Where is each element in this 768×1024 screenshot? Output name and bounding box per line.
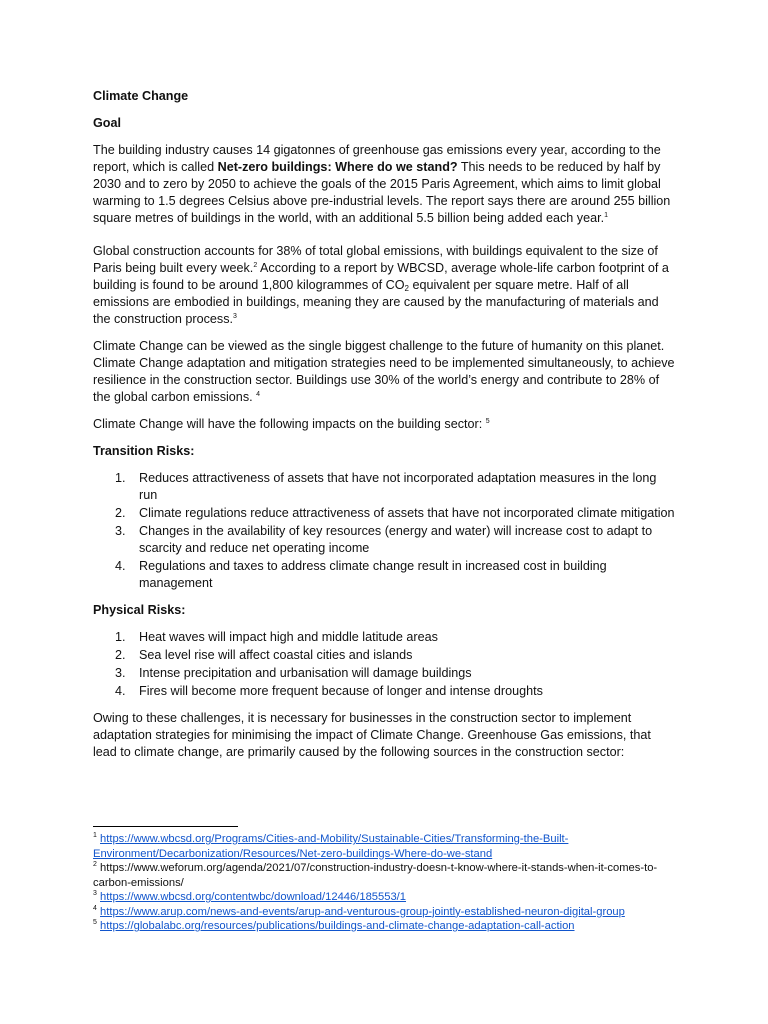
physical-risks-list [93, 629, 678, 700]
footnote-4 [93, 905, 683, 920]
list-item [93, 629, 678, 646]
footnote-ref-2[interactable]: 2 [253, 262, 258, 269]
list-number: 3. [115, 524, 126, 538]
list-number: 3. [115, 666, 126, 680]
list-number: 2. [115, 648, 126, 662]
footnote-5 [93, 919, 683, 934]
list-item-text: Changes in the availability of key resources (energy and water) will increase cost to adapt to scarcity and reduce net operating income [139, 524, 653, 555]
list-item-text: Sea level rise will affect coastal cities and islands [139, 648, 413, 662]
paragraph-5: Owing to these challenges, it is necessary for businesses in the construction sector to implement adaptation strategies for minimising the impact of Climate Change. Greenhouse Gas emissions, that lead to climate change, are primarily caused by the following sources in the construction sector: [93, 711, 651, 759]
paragraph-3-text: Climate Change can be viewed as the single biggest challenge to the future of humanity on this planet. Climate Change adaptation and mitigation strategies need to be implemented simultaneously, to achieve resilience in the construction sector. Buildings use 30% of the world’s energy and contribute to 28% of the global carbon emissions. [93, 339, 675, 404]
goal-heading: Goal [93, 116, 121, 130]
footnote-link-5[interactable]: https://globalabc.org/resources/publications/buildings-and-climate-change-adaptation-call-action [100, 920, 575, 932]
footnote-3 [93, 890, 683, 905]
paragraph-1-text-continued: This needs to be reduced by half by 2030 and to zero by 2050 to achieve the goals of the 2015 Paris Agreement, which aims to limit global warming to 1.5 degrees Celsius above pre-industrial levels. The report says there are around 255 billion square metres of buildings in the world, with an additional 5.5 billion being added each year. [93, 160, 671, 225]
list-item [93, 647, 678, 664]
co2-subscript: 2 [404, 284, 409, 293]
list-number: 1. [115, 471, 126, 485]
footnote-separator [93, 826, 238, 827]
paragraph-4 [93, 416, 678, 433]
paragraph-4-text: Climate Change will have the following impacts on the building sector: [93, 417, 486, 431]
list-item-text: Reduces attractiveness of assets that have not incorporated adaptation measures in the long run [139, 471, 657, 502]
footnote-link-1[interactable]: https://www.wbcsd.org/Programs/Cities-and-Mobility/Sustainable-Cities/Transforming-the-Built-Environment/Decarbonization/Resources/Net-zero-buildings-Where-do-we-stand [93, 833, 569, 860]
paragraph-1-text: The building industry causes 14 gigatonnes of greenhouse gas emissions every year, according to the report, which is called [93, 143, 661, 174]
list-item-text: Intense precipitation and urbanisation will damage buildings [139, 666, 472, 680]
list-item [93, 683, 678, 700]
footnote-2 [93, 861, 683, 890]
list-item [93, 470, 678, 504]
transition-risks-heading: Transition Risks: [93, 444, 195, 458]
physical-risks-heading: Physical Risks: [93, 603, 186, 617]
list-item-text: Heat waves will impact high and middle latitude areas [139, 630, 438, 644]
footnote-url-2: https://www.weforum.org/agenda/2021/07/construction-industry-doesn-t-know-where-it-stands-when-it-comes-to-carbon-emissions/ [93, 862, 658, 889]
list-item [93, 665, 678, 682]
list-number: 2. [115, 506, 126, 520]
footnote-number: 3 [93, 890, 97, 897]
transition-risks-list [93, 470, 678, 592]
footnote-ref-5[interactable]: 5 [485, 418, 490, 425]
paragraph-1 [93, 142, 678, 227]
paragraph-2-text-continued: According to a report by WBCSD, average whole-life carbon footprint of a building is found to be around 1,800 kilogrammes of CO [93, 261, 669, 292]
document-body [93, 88, 678, 771]
list-item [93, 505, 678, 522]
list-number: 1. [115, 630, 126, 644]
list-item-text: Regulations and taxes to address climate change result in increased cost in building management [139, 559, 607, 590]
footnote-number: 4 [93, 904, 97, 912]
list-item-text: Climate regulations reduce attractiveness of assets that have not incorporated climate mitigation [139, 506, 675, 520]
report-title: Net-zero buildings: Where do we stand? [217, 160, 458, 174]
footnote-ref-3[interactable]: 3 [233, 313, 237, 320]
footnote-number: 1 [93, 832, 97, 839]
list-item [93, 558, 678, 592]
list-item-text: Fires will become more frequent because of longer and intense droughts [139, 684, 543, 698]
paragraph-2-text: Global construction accounts for 38% of total global emissions, with buildings equivalent to the size of Paris being built every week. [93, 244, 658, 275]
paragraph-2 [93, 243, 678, 328]
document-title: Climate Change [93, 89, 189, 103]
footnotes-section [93, 826, 683, 934]
footnote-ref-1[interactable]: 1 [604, 212, 608, 219]
paragraph-2-text-end: equivalent per square metre. Half of all emissions are embodied in buildings, meaning they are caused by the manufacturing of materials and the construction process. [93, 278, 659, 326]
footnote-link-4[interactable]: https://www.arup.com/news-and-events/arup-and-venturous-group-jointly-established-neuron-digital-group [100, 905, 625, 918]
footnote-link-3[interactable]: https://www.wbcsd.org/contentwbc/download/12446/185553/1 [100, 891, 407, 903]
list-item [93, 523, 678, 557]
footnote-number: 2 [93, 861, 97, 868]
list-number: 4. [115, 684, 126, 698]
footnote-1 [93, 832, 683, 861]
footnote-number: 5 [93, 919, 97, 926]
paragraph-3 [93, 338, 678, 406]
footnote-ref-4[interactable]: 4 [256, 391, 261, 398]
list-number: 4. [115, 559, 126, 573]
